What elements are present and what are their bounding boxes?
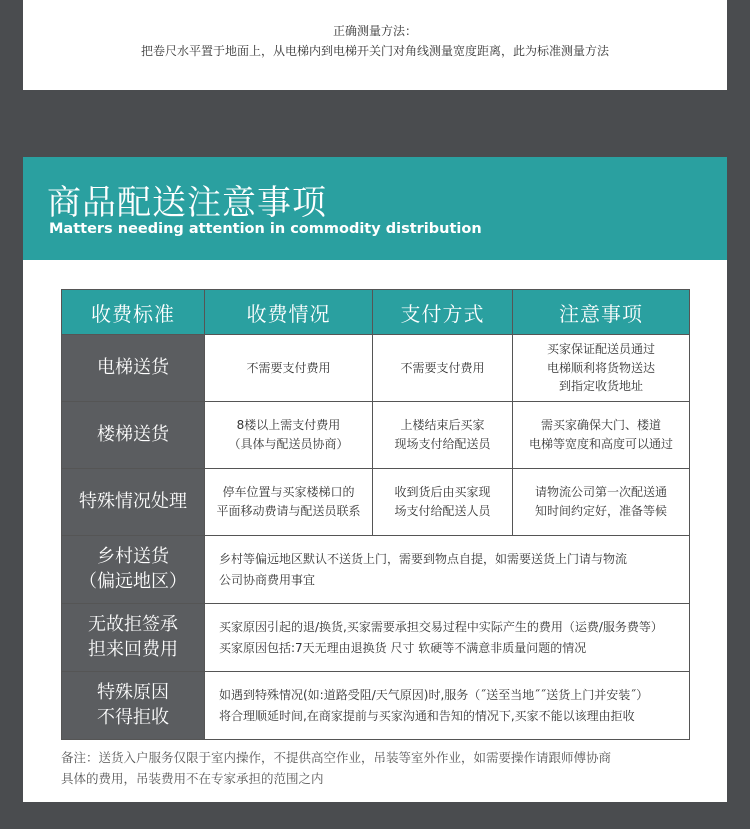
cell-text-line: 电梯顺利将货物送达: [546, 360, 655, 375]
table-row: [62, 672, 690, 740]
cell-text-line: （偏远地区）: [79, 570, 187, 592]
payment-cell: [373, 402, 513, 469]
cell-text-line: 公司协商费用事宜: [219, 572, 316, 587]
fee-cell: [205, 402, 373, 469]
cell-text-line: 电梯等宽度和高度可以通过: [528, 437, 673, 451]
fee-cell: [205, 335, 373, 402]
note-cell: [513, 469, 690, 536]
header-fee-status: 收费情况: [205, 290, 373, 335]
cell-text-line: 买家保证配送员通过: [546, 342, 655, 357]
cell-text-line: 乡村送货: [97, 546, 169, 568]
cell-text-line: 乡村等偏远地区默认不送货上门，需要到物点自提，如需要送货上门请与物流: [219, 551, 628, 566]
footnote-line: 具体的费用，吊装费用不在专家承担的范围之内: [61, 770, 324, 786]
fee-cell: [205, 469, 373, 536]
row-label: [62, 402, 205, 469]
row-label: [62, 335, 205, 402]
cell-text-line: 上楼结束后买家: [400, 418, 485, 433]
cell-text-line: 停车位置与买家楼梯口的: [222, 485, 355, 500]
note-cell: [513, 402, 690, 469]
cell-text-line: 到指定收货地址: [558, 379, 643, 394]
delivery-fee-table: [61, 289, 690, 740]
cell-text-line: 电梯送货: [97, 356, 169, 378]
cell-text-line: 无故拒签承: [88, 614, 178, 636]
cell-text-line: 楼梯送货: [97, 423, 169, 445]
banner-title-en: Matters needing attention in commodity distribution: [49, 221, 482, 237]
note-cell: [513, 335, 690, 402]
cell-text-line: 8楼以上需支付费用: [236, 418, 341, 433]
cell-text-line: 场支付给配送人员: [394, 504, 491, 518]
cell-text-line: 不需要支付费用: [246, 360, 331, 375]
row-label: [62, 469, 205, 536]
measurement-note-text: 把卷尺水平置于地面上，从电梯内到电梯开关门对角线测量宽度距离，此为标准测量方法: [140, 44, 609, 58]
measurement-note-card: [23, 0, 727, 90]
footnote-line: 备注：送货入户服务仅限于室内操作，不提供高空作业，吊装等室外作业，如需要操作请跟师傅协商: [61, 750, 612, 765]
row-label: [62, 672, 205, 740]
cell-text-line: 需买家确保大门、楼道: [540, 418, 661, 433]
payment-cell: [373, 335, 513, 402]
cell-text-line: 请物流公司第一次配送通: [534, 485, 667, 500]
cell-text-line: 买家原因引起的退/换货,买家需要承担交易过程中实际产生的费用（运费/服务费等）: [219, 619, 663, 634]
cell-text-line: 现场支付给配送员: [394, 437, 491, 451]
cell-text-line: 知时间约定好，准备等候: [534, 504, 667, 518]
cell-text-line: 不需要支付费用: [400, 360, 485, 375]
banner-title-cn: 商品配送注意事项: [47, 183, 327, 223]
table-row: [62, 604, 690, 672]
cell-text-line: 平面移动费请与配送员联系: [216, 504, 361, 518]
cell-text-line: 不得拒收: [97, 706, 169, 728]
cell-text-line: 买家原因包括:7天无理由退换货 尺寸 软硬等不满意非质量问题的情况: [219, 640, 587, 655]
cell-text-line: 特殊原因: [97, 682, 169, 704]
wide-cell: [205, 672, 690, 740]
cell-text-line: 特殊情况处理: [79, 490, 187, 512]
cell-text-line: 担来回费用: [88, 638, 178, 660]
cell-text-line: 收到货后由买家现: [394, 485, 491, 500]
measurement-note-title: 正确测量方法：: [332, 24, 417, 38]
delivery-notice-card: [23, 157, 727, 802]
table-row: [62, 469, 690, 536]
row-label: [62, 536, 205, 604]
table-row: [62, 536, 690, 604]
header-fee-standard: 收费标准: [62, 290, 205, 335]
cell-text-line: （具体与配送员协商）: [228, 437, 349, 451]
payment-cell: [373, 469, 513, 536]
table-row: [62, 402, 690, 469]
table-header-row: [62, 290, 690, 335]
cell-text-line: 将合理顺延时间,在商家提前与买家沟通和告知的情况下,买家不能以该理由拒收: [219, 708, 635, 723]
header-notes: 注意事项: [513, 290, 690, 335]
wide-cell: [205, 536, 690, 604]
section-banner: [23, 157, 727, 260]
row-label: [62, 604, 205, 672]
table-row: [62, 335, 690, 402]
wide-cell: [205, 604, 690, 672]
footnote: [61, 748, 701, 789]
header-payment-method: 支付方式: [373, 290, 513, 335]
cell-text-line: 如遇到特殊情况(如:道路受阻/天气原因)时,服务（˝送至当地˝˝送货上门并安装˝）: [219, 687, 649, 702]
